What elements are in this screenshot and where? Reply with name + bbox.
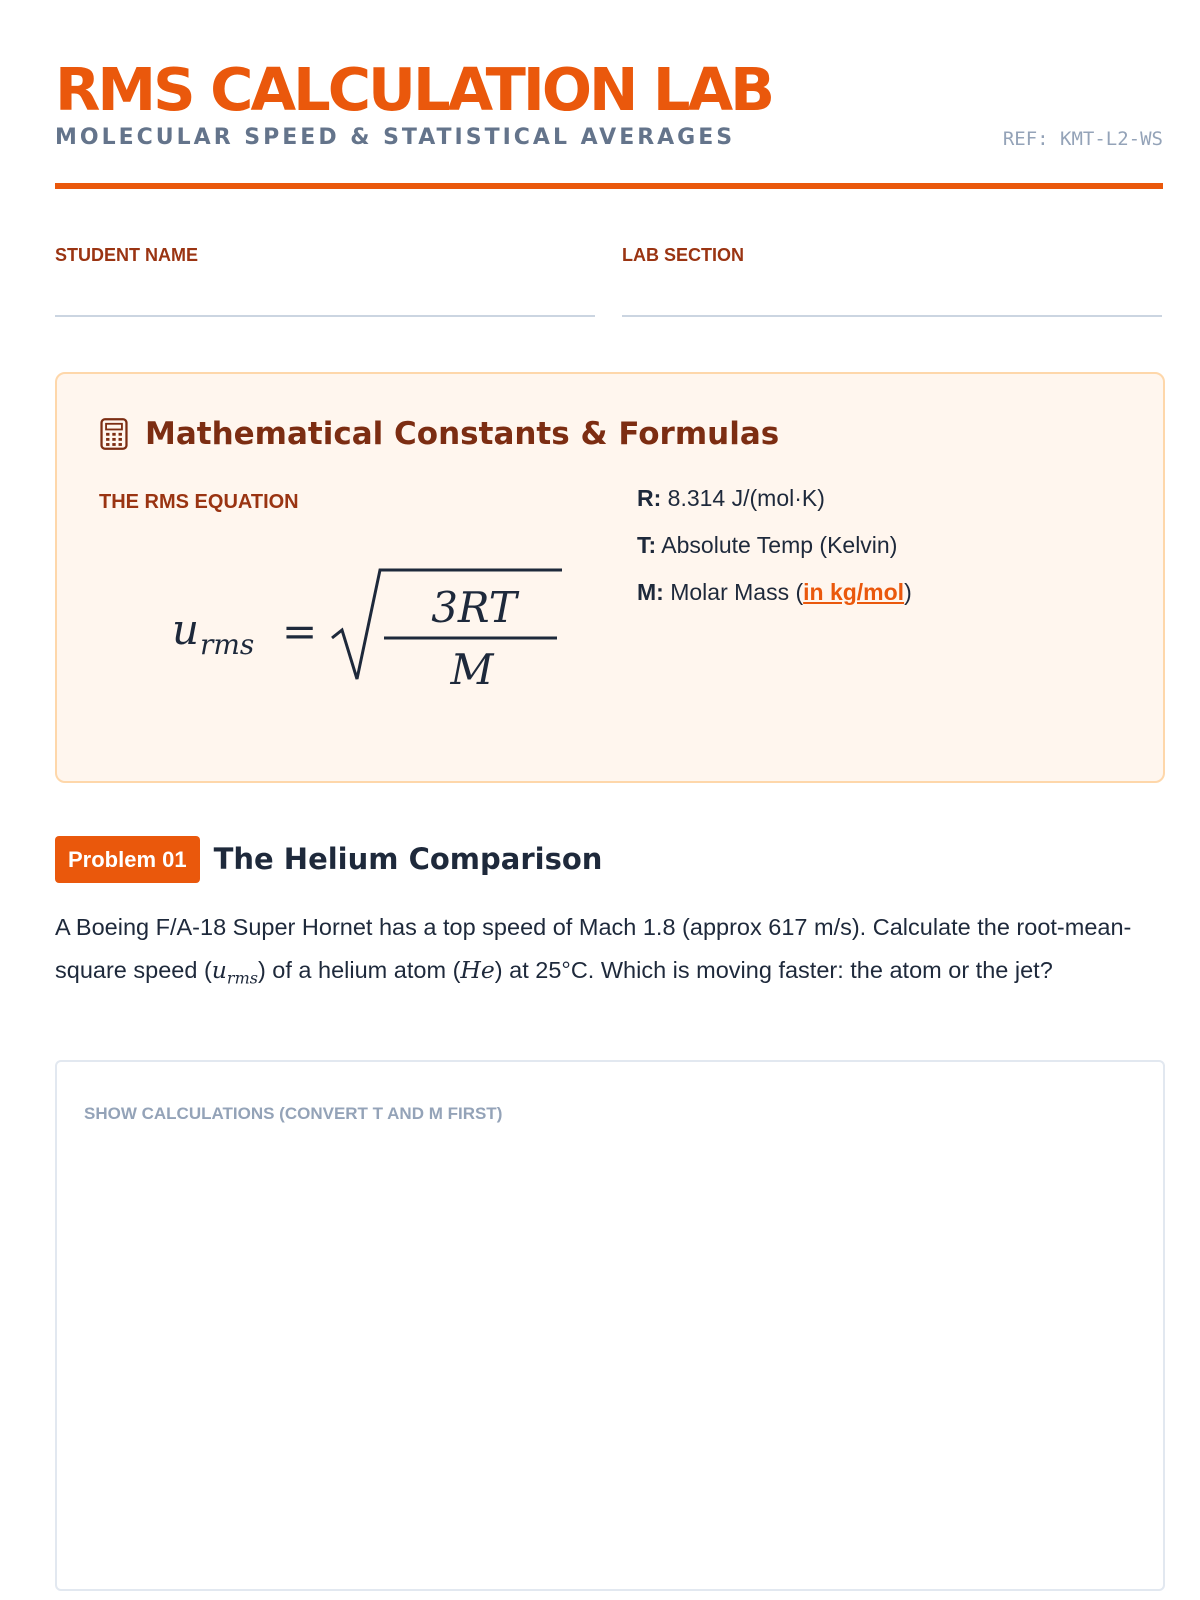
- constant-t-symbol: T:: [637, 532, 657, 558]
- helium-symbol: He: [460, 956, 495, 984]
- constant-r: [637, 484, 912, 512]
- worksheet-header: [55, 55, 1163, 189]
- problem-title: The Helium Comparison: [213, 842, 603, 876]
- problem-statement: [55, 906, 1163, 1000]
- problem-badge: Problem 01: [55, 836, 200, 883]
- reference-code: REF: KMT-L2-WS: [1002, 128, 1163, 150]
- equation-equals: =: [282, 607, 318, 656]
- lab-section-line[interactable]: [622, 315, 1162, 317]
- constant-m-symbol: M:: [637, 579, 664, 605]
- equation-lhs-var: u: [172, 605, 200, 654]
- page-title: RMS CALCULATION LAB: [55, 55, 773, 124]
- calculations-area[interactable]: [55, 1060, 1165, 1591]
- constant-m: [637, 578, 912, 606]
- calculator-icon: [99, 417, 129, 451]
- student-name-line[interactable]: [55, 315, 595, 317]
- formulas-heading: [99, 416, 779, 452]
- equation-lhs-sub: rms: [200, 628, 255, 661]
- formulas-title: Mathematical Constants & Formulas: [145, 416, 780, 452]
- formulas-panel: [55, 372, 1165, 783]
- molar-mass-unit-link[interactable]: in kg/mol: [803, 579, 905, 605]
- problem-header: [55, 835, 602, 883]
- constant-r-symbol: R:: [637, 485, 662, 511]
- constants-list: [637, 484, 912, 625]
- rms-equation: [162, 554, 582, 694]
- urms-symbol: [211, 956, 258, 988]
- equation-denominator: M: [450, 645, 494, 694]
- problem-text-part1: A Boeing F/A-18 Super Hornet has a top speed of Mach 1.8 (approx 617 m/s). Calculate the root-mean-square speed (: [55, 914, 1132, 983]
- constant-t-text: Absolute Temp (Kelvin): [661, 532, 898, 558]
- equation-numerator: 3RT: [431, 583, 517, 632]
- constant-m-close: ): [904, 579, 912, 605]
- student-name-label: STUDENT NAME: [55, 245, 198, 265]
- constant-r-text: 8.314 J/(mol·K): [667, 485, 825, 511]
- constant-m-text: Molar Mass (: [670, 579, 804, 605]
- problem-text-part2: ) of a helium atom (: [257, 957, 461, 983]
- header-divider: [55, 183, 1163, 189]
- page-subtitle: MOLECULAR SPEED & STATISTICAL AVERAGES: [55, 125, 736, 150]
- rms-equation-label: THE RMS EQUATION: [99, 491, 299, 513]
- problem-text-part3: ) at 25°C. Which is moving faster: the atom or the jet?: [494, 957, 1053, 983]
- lab-section-label: LAB SECTION: [622, 245, 745, 265]
- calculations-label: SHOW CALCULATIONS (CONVERT T AND M FIRST): [84, 1104, 503, 1123]
- urms-var: u: [211, 956, 227, 984]
- lab-section-field[interactable]: [622, 245, 1162, 317]
- student-name-field[interactable]: [55, 245, 595, 317]
- urms-sub: rms: [226, 968, 258, 988]
- constant-t: [637, 531, 912, 559]
